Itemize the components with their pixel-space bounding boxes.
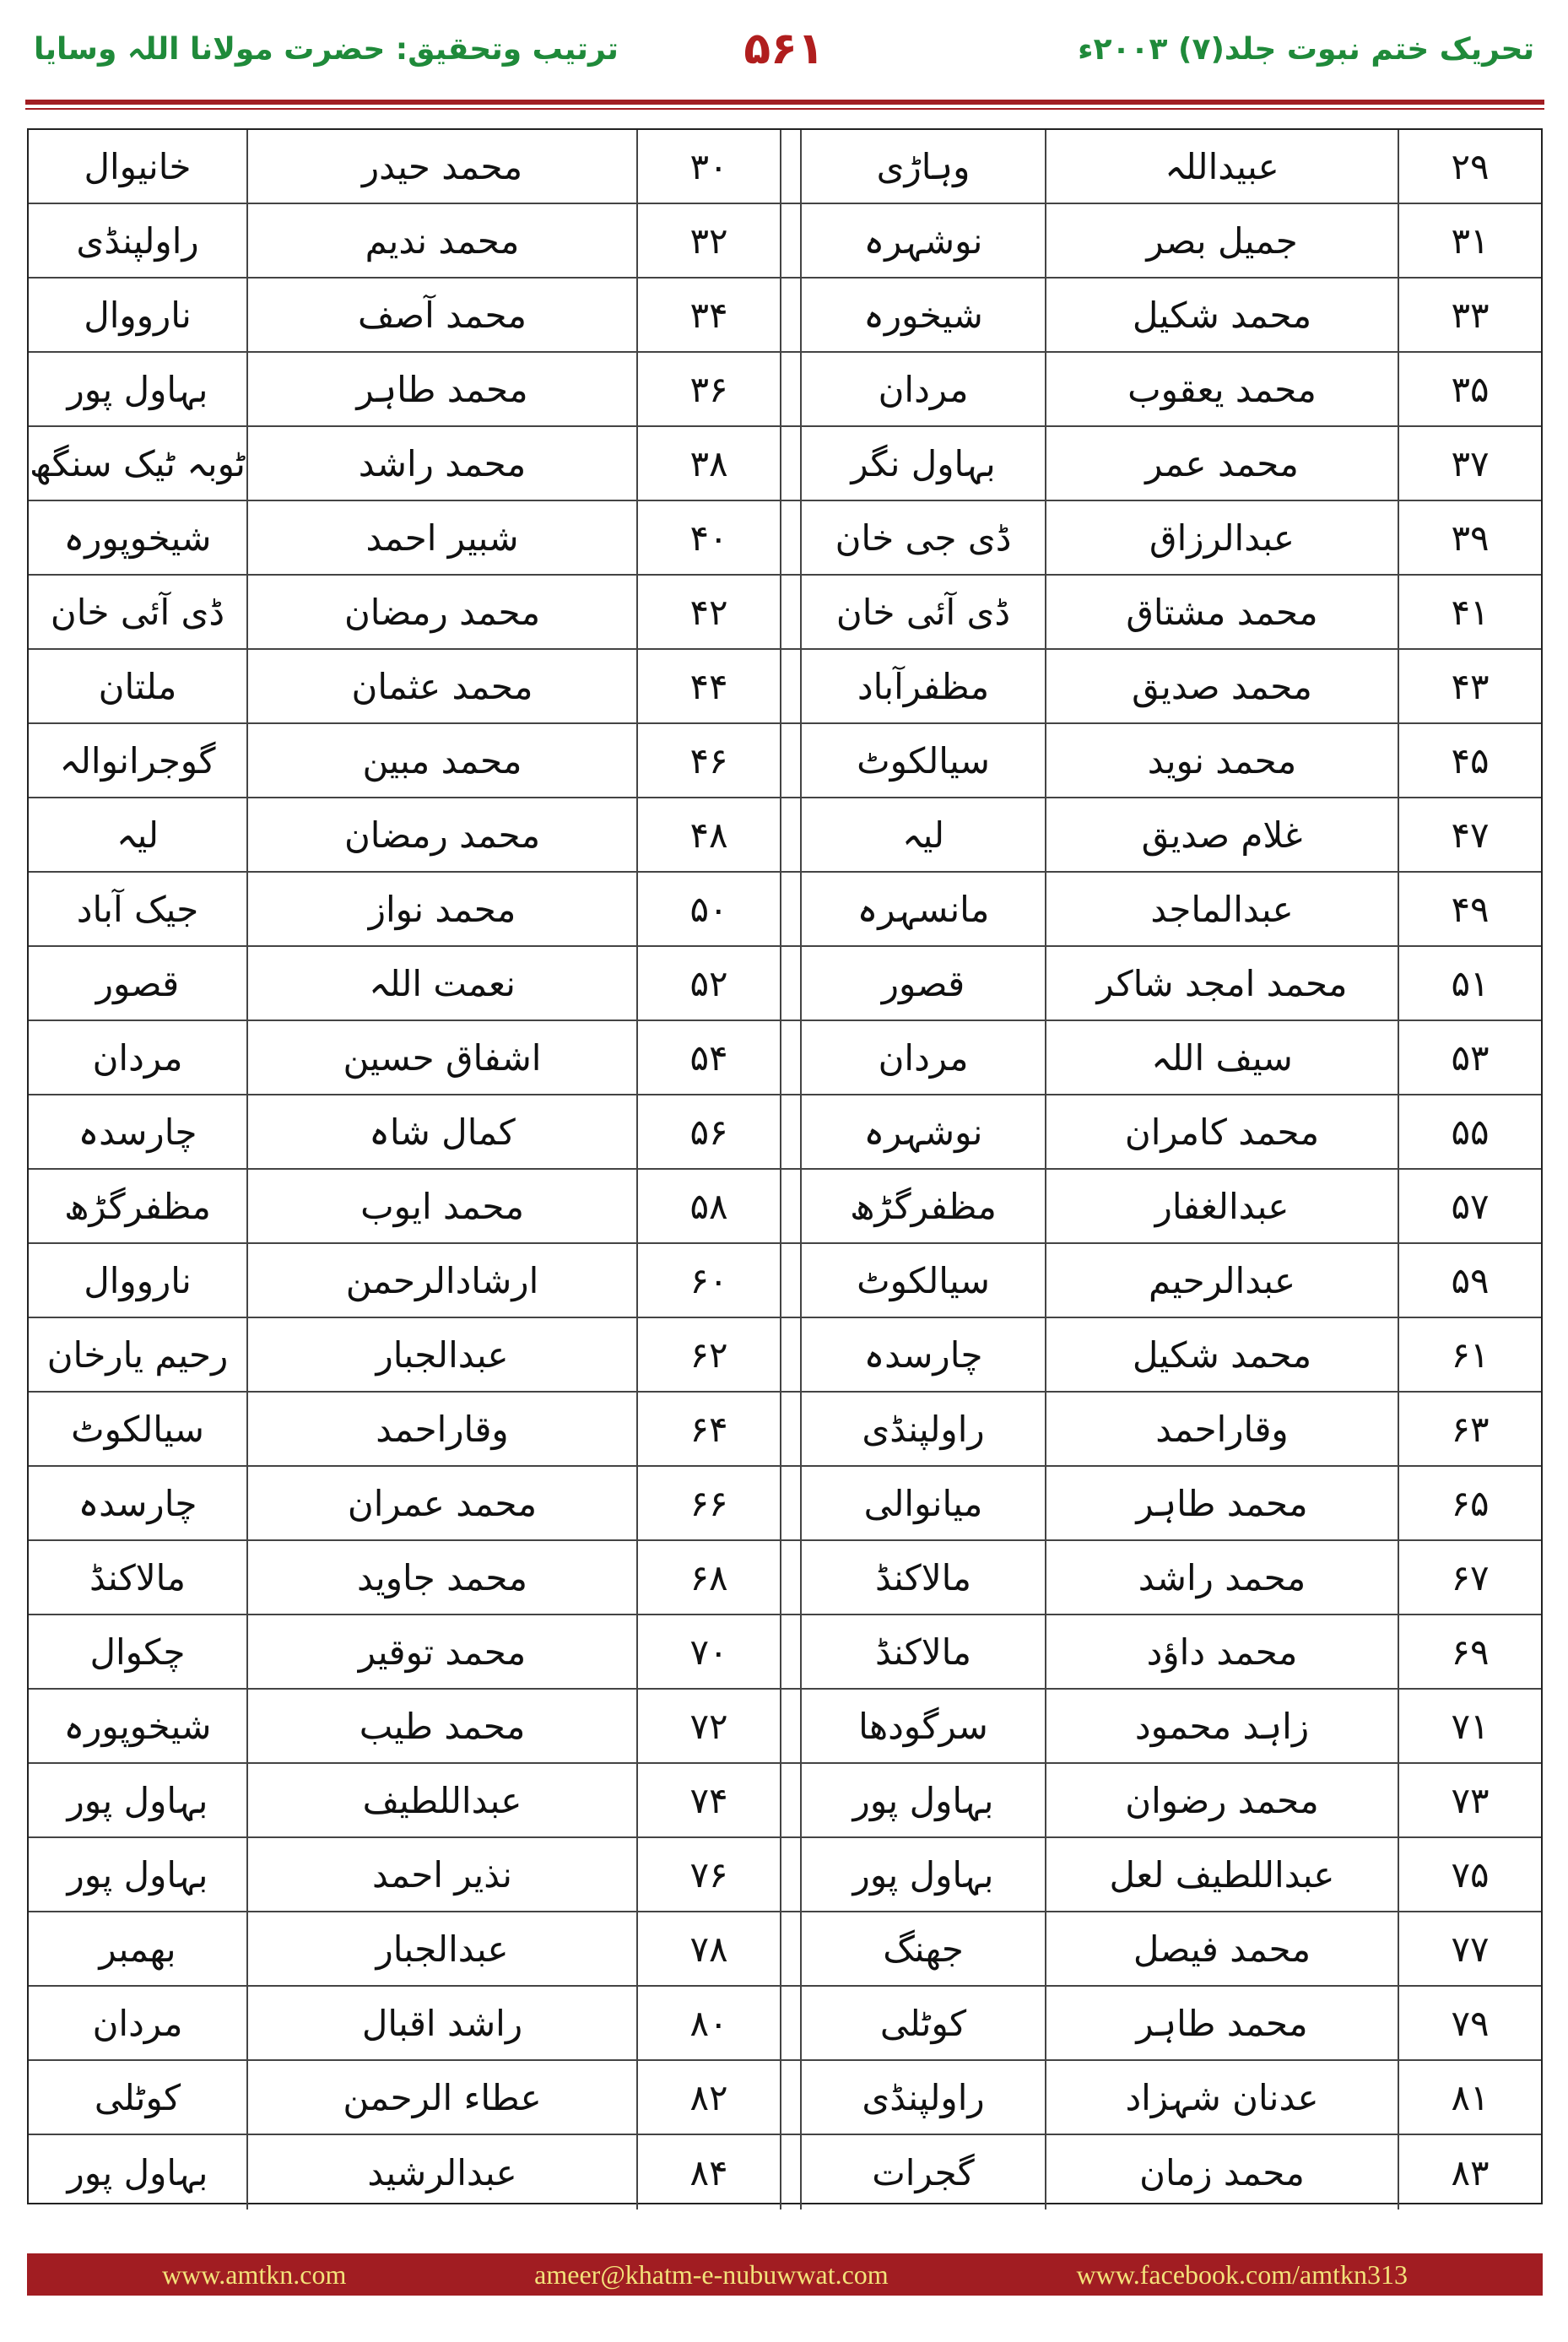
city-name: بہاول پور [67, 1853, 208, 1896]
person-name: محمد آصف [246, 279, 636, 351]
person-name: محمد عثمان [246, 650, 636, 722]
column-gap [780, 798, 800, 871]
city-name: مانسہرہ [800, 873, 1045, 945]
city-name: شیخوپورہ [63, 1705, 212, 1747]
city-name: راولپنڈی [76, 219, 199, 262]
person-name: جمیل بصر [1045, 204, 1398, 277]
city-name: نوشہرہ [800, 204, 1045, 277]
column-gap [780, 130, 800, 203]
serial-number: ۴۵ [1398, 724, 1541, 797]
table-row [29, 130, 1541, 204]
person-name: محمد راشد [246, 427, 636, 500]
column-gap [780, 1615, 800, 1688]
serial-number: ۷۹ [1398, 1987, 1541, 2059]
person-name: عبداللطیف [246, 1764, 636, 1836]
serial-number: ۵۰ [636, 873, 780, 945]
column-gap [780, 1987, 800, 2059]
serial-number: ۸۴ [636, 2135, 780, 2209]
city-name: سیالکوٹ [800, 1244, 1045, 1317]
city-name: راولپنڈی [800, 2061, 1045, 2134]
column-gap [780, 576, 800, 648]
table-row [29, 1467, 1541, 1541]
table-row [29, 204, 1541, 279]
column-gap [780, 279, 800, 351]
table-row [29, 427, 1541, 501]
city-name: بہاول پور [67, 2151, 208, 2193]
serial-number: ۷۰ [636, 1615, 780, 1688]
person-name: محمد رمضان [246, 576, 636, 648]
city-name: بہاول پور [67, 368, 208, 410]
person-name: نذیر احمد [246, 1838, 636, 1911]
table-row [29, 1318, 1541, 1393]
person-name: محمد شکیل [1045, 279, 1398, 351]
serial-number: ۳۹ [1398, 501, 1541, 574]
column-gap [780, 2135, 800, 2209]
city-name: ڈی آئی خان [50, 591, 225, 633]
table-row [29, 1244, 1541, 1318]
person-name: محمد داؤد [1045, 1615, 1398, 1688]
table-row [29, 1541, 1541, 1615]
column-gap [780, 1244, 800, 1317]
person-name: زاہد محمود [1045, 1690, 1398, 1762]
table-row [29, 1987, 1541, 2061]
serial-number: ۸۱ [1398, 2061, 1541, 2134]
column-gap [780, 873, 800, 945]
person-name: محمد حیدر [246, 130, 636, 203]
city-name: بہاول پور [800, 1838, 1045, 1911]
column-gap [780, 501, 800, 574]
column-gap [780, 1764, 800, 1836]
table-row [29, 1095, 1541, 1170]
city-name: ٹوبہ ٹیک سنگھ [30, 442, 246, 484]
column-gap [780, 1838, 800, 1911]
serial-number: ۴۸ [636, 798, 780, 871]
serial-number: ۴۳ [1398, 650, 1541, 722]
person-name: محمد صدیق [1045, 650, 1398, 722]
column-gap [780, 2061, 800, 2134]
city-name: لیہ [116, 814, 160, 856]
table-row [29, 501, 1541, 576]
city-name: وہاڑی [800, 130, 1045, 203]
person-name: عبدالرحیم [1045, 1244, 1398, 1317]
table-row [29, 1912, 1541, 1987]
table-row [29, 873, 1541, 947]
city-name: خانیوال [84, 145, 192, 187]
column-gap [780, 204, 800, 277]
serial-number: ۶۵ [1398, 1467, 1541, 1539]
serial-number: ۳۸ [636, 427, 780, 500]
serial-number: ۳۶ [636, 353, 780, 425]
person-name: محمد ندیم [246, 204, 636, 277]
person-name: عبدالرشید [246, 2135, 636, 2209]
person-name: عبداللطیف لعل [1045, 1838, 1398, 1911]
city-name: مردان [800, 1021, 1045, 1094]
serial-number: ۶۳ [1398, 1393, 1541, 1465]
column-gap [780, 1021, 800, 1094]
serial-number: ۸۳ [1398, 2135, 1541, 2209]
serial-number: ۵۹ [1398, 1244, 1541, 1317]
serial-number: ۵۸ [636, 1170, 780, 1242]
column-gap [780, 1393, 800, 1465]
city-name: شیخوپورہ [63, 517, 212, 559]
column-gap [780, 947, 800, 1020]
city-name: مظفرگڑھ [64, 1185, 211, 1227]
column-gap [780, 724, 800, 797]
city-name: مردان [92, 1036, 183, 1079]
serial-number: ۳۲ [636, 204, 780, 277]
city-name: مالاکنڈ [89, 1556, 186, 1598]
person-name: عبدالماجد [1045, 873, 1398, 945]
serial-number: ۵۷ [1398, 1170, 1541, 1242]
serial-number: ۳۴ [636, 279, 780, 351]
column-gap [780, 1912, 800, 1985]
person-name: محمد توقیر [246, 1615, 636, 1688]
column-gap [780, 1170, 800, 1242]
serial-number: ۸۲ [636, 2061, 780, 2134]
names-table [27, 128, 1543, 2204]
city-name: گوجرانوالہ [59, 739, 216, 782]
table-row [29, 1021, 1541, 1095]
serial-number: ۶۰ [636, 1244, 780, 1317]
serial-number: ۳۳ [1398, 279, 1541, 351]
person-name: عبدالرزاق [1045, 501, 1398, 574]
serial-number: ۵۵ [1398, 1095, 1541, 1168]
serial-number: ۷۳ [1398, 1764, 1541, 1836]
city-name: رحیم یارخان [46, 1333, 229, 1376]
serial-number: ۶۲ [636, 1318, 780, 1391]
serial-number: ۷۶ [636, 1838, 780, 1911]
city-name: مظفرگڑھ [800, 1170, 1045, 1242]
serial-number: ۵۳ [1398, 1021, 1541, 1094]
table-row [29, 2061, 1541, 2135]
person-name: شبیر احمد [246, 501, 636, 574]
person-name: محمد طاہر [1045, 1987, 1398, 2059]
city-name: مردان [800, 353, 1045, 425]
page-footer [27, 2253, 1543, 2296]
person-name: عطاء الرحمن [246, 2061, 636, 2134]
serial-number: ۴۰ [636, 501, 780, 574]
serial-number: ۶۴ [636, 1393, 780, 1465]
table-row [29, 1838, 1541, 1912]
serial-number: ۶۱ [1398, 1318, 1541, 1391]
website-link[interactable]: www.amtkn.com [162, 2258, 347, 2290]
table-row [29, 576, 1541, 650]
city-name: بہاول نگر [800, 427, 1045, 500]
column-gap [780, 1467, 800, 1539]
serial-number: ۳۵ [1398, 353, 1541, 425]
city-name: قصور [95, 962, 180, 1004]
serial-number: ۵۱ [1398, 947, 1541, 1020]
city-name: ڈی جی خان [800, 501, 1045, 574]
serial-number: ۵۴ [636, 1021, 780, 1094]
table-row [29, 1764, 1541, 1838]
city-name: شیخورہ [800, 279, 1045, 351]
serial-number: ۷۱ [1398, 1690, 1541, 1762]
person-name: محمد ایوب [246, 1170, 636, 1242]
table-row [29, 1690, 1541, 1764]
column-gap [780, 650, 800, 722]
city-name: چکوال [89, 1631, 186, 1673]
column-gap [780, 427, 800, 500]
person-name: وقاراحمد [1045, 1393, 1398, 1465]
city-name: نارووال [84, 1259, 192, 1301]
book-title: تحریک ختم نبوت جلد(۷) ۲۰۰۳ء [1078, 32, 1534, 67]
compiler-credit: ترتیب وتحقیق: حضرت مولانا اللہ وسایا [34, 32, 619, 67]
person-name: عبیداللہ [1045, 130, 1398, 203]
city-name: گجرات [800, 2135, 1045, 2209]
person-name: محمد رضوان [1045, 1764, 1398, 1836]
column-gap [780, 1541, 800, 1614]
city-name: بہاول پور [800, 1764, 1045, 1836]
column-gap [780, 1095, 800, 1168]
person-name: عدنان شہزاد [1045, 2061, 1398, 2134]
person-name: محمد جاوید [246, 1541, 636, 1614]
serial-number: ۴۶ [636, 724, 780, 797]
person-name: نعمت اللہ [246, 947, 636, 1020]
serial-number: ۷۲ [636, 1690, 780, 1762]
serial-number: ۴۴ [636, 650, 780, 722]
person-name: عبدالغفار [1045, 1170, 1398, 1242]
serial-number: ۶۹ [1398, 1615, 1541, 1688]
table-row [29, 2135, 1541, 2209]
table-row [29, 947, 1541, 1021]
table-row [29, 1615, 1541, 1690]
serial-number: ۷۸ [636, 1912, 780, 1985]
serial-number: ۳۱ [1398, 204, 1541, 277]
column-gap [780, 1318, 800, 1391]
city-name: جھنگ [800, 1912, 1045, 1985]
header-rule-thin [25, 108, 1544, 110]
person-name: محمد نوید [1045, 724, 1398, 797]
person-name: غلام صدیق [1045, 798, 1398, 871]
person-name: محمد کامران [1045, 1095, 1398, 1168]
city-name: کوٹلی [94, 2076, 181, 2118]
column-gap [780, 353, 800, 425]
person-name: کمال شاہ [246, 1095, 636, 1168]
city-name: جیک آباد [76, 888, 199, 930]
table-row [29, 353, 1541, 427]
person-name: محمد نواز [246, 873, 636, 945]
person-name: محمد زمان [1045, 2135, 1398, 2209]
person-name: محمد مبین [246, 724, 636, 797]
serial-number: ۶۶ [636, 1467, 780, 1539]
city-name: مظفرآباد [800, 650, 1045, 722]
person-name: اشفاق حسین [246, 1021, 636, 1094]
city-name: سیالکوٹ [71, 1408, 204, 1450]
person-name: محمد راشد [1045, 1541, 1398, 1614]
city-name: ڈی آئی خان [800, 576, 1045, 648]
column-gap [780, 1690, 800, 1762]
person-name: ارشادالرحمن [246, 1244, 636, 1317]
person-name: محمد فیصل [1045, 1912, 1398, 1985]
person-name: محمد مشتاق [1045, 576, 1398, 648]
serial-number: ۴۱ [1398, 576, 1541, 648]
serial-number: ۳۷ [1398, 427, 1541, 500]
city-name: چارسدہ [800, 1318, 1045, 1391]
person-name: محمد رمضان [246, 798, 636, 871]
person-name: راشد اقبال [246, 1987, 636, 2059]
city-name: ملتان [98, 665, 177, 707]
person-name: محمد عمر [1045, 427, 1398, 500]
serial-number: ۷۴ [636, 1764, 780, 1836]
person-name: محمد شکیل [1045, 1318, 1398, 1391]
city-name: قصور [800, 947, 1045, 1020]
serial-number: ۷۷ [1398, 1912, 1541, 1985]
page-header [0, 0, 1568, 101]
city-name: مردان [92, 2002, 183, 2044]
serial-number: ۴۹ [1398, 873, 1541, 945]
city-name: میانوالی [800, 1467, 1045, 1539]
city-name: سرگودھا [800, 1690, 1045, 1762]
person-name: محمد امجد شاکر [1045, 947, 1398, 1020]
city-name: سیالکوٹ [800, 724, 1045, 797]
person-name: محمد عمران [246, 1467, 636, 1539]
serial-number: ۴۷ [1398, 798, 1541, 871]
table-row [29, 724, 1541, 798]
city-name: مالاکنڈ [800, 1615, 1045, 1688]
page-number: ۵۶۱ [743, 24, 825, 74]
city-name: لیہ [800, 798, 1045, 871]
email-link[interactable]: ameer@khatm-e-nubuwwat.com [534, 2258, 889, 2290]
serial-number: ۶۸ [636, 1541, 780, 1614]
serial-number: ۵۶ [636, 1095, 780, 1168]
city-name: بھمبر [99, 1928, 176, 1970]
table-row [29, 650, 1541, 724]
city-name: نارووال [84, 294, 192, 336]
city-name: کوٹلی [800, 1987, 1045, 2059]
person-name: عبدالجبار [246, 1912, 636, 1985]
serial-number: ۲۹ [1398, 130, 1541, 203]
city-name: بہاول پور [67, 1779, 208, 1821]
person-name: وقاراحمد [246, 1393, 636, 1465]
serial-number: ۶۷ [1398, 1541, 1541, 1614]
table-row [29, 1393, 1541, 1467]
person-name: محمد طاہر [246, 353, 636, 425]
serial-number: ۷۵ [1398, 1838, 1541, 1911]
city-name: چارسدہ [78, 1482, 197, 1524]
city-name: مالاکنڈ [800, 1541, 1045, 1614]
table-row [29, 279, 1541, 353]
city-name: راولپنڈی [800, 1393, 1045, 1465]
city-name: نوشہرہ [800, 1095, 1045, 1168]
person-name: محمد طاہر [1045, 1467, 1398, 1539]
serial-number: ۵۲ [636, 947, 780, 1020]
person-name: سیف اللہ [1045, 1021, 1398, 1094]
serial-number: ۴۲ [636, 576, 780, 648]
person-name: محمد طیب [246, 1690, 636, 1762]
person-name: عبدالجبار [246, 1318, 636, 1391]
serial-number: ۸۰ [636, 1987, 780, 2059]
table-row [29, 1170, 1541, 1244]
serial-number: ۳۰ [636, 130, 780, 203]
facebook-link[interactable]: www.facebook.com/amtkn313 [1076, 2258, 1408, 2290]
person-name: محمد یعقوب [1045, 353, 1398, 425]
header-rule [25, 100, 1544, 105]
city-name: چارسدہ [78, 1111, 197, 1153]
table-row [29, 798, 1541, 873]
